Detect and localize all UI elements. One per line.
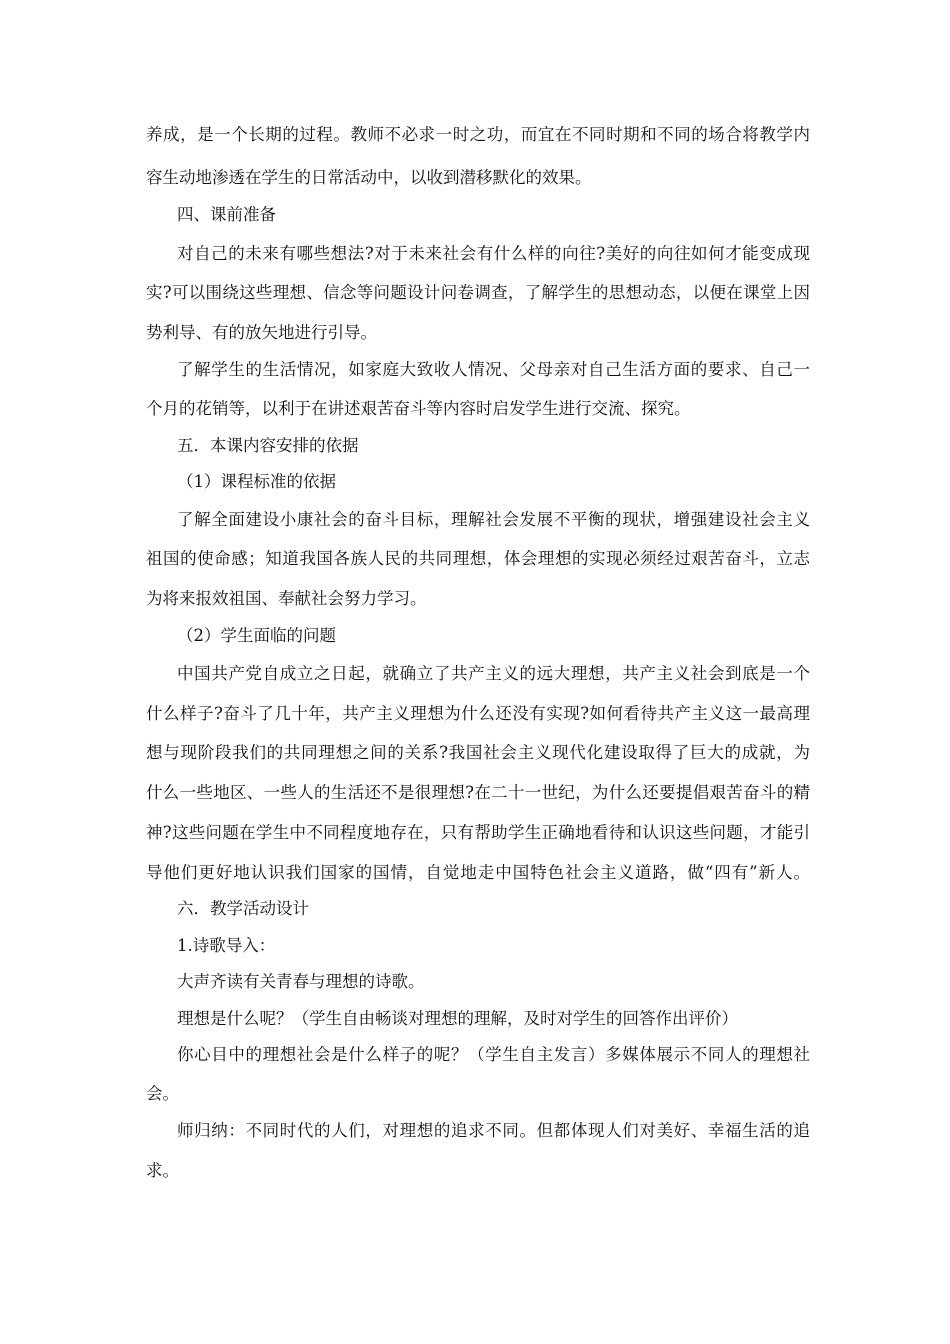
text-line: 会。 (146, 1084, 179, 1103)
text-line: 对自己的未来有哪些想法?对于未来社会有什么样的向往?美好的向往如何才能变成现 (177, 244, 810, 263)
text-line: 为将来报效祖国、奉献社会努力学习。 (146, 589, 427, 608)
text-line: 实?可以围绕这些理想、信念等问题设计问卷调查，了解学生的思想动态，以便在课堂上因 (146, 283, 810, 302)
text-line: 养成，是一个长期的过程。教师不必求一时之功，而宜在不同时期和不同的场合将教学内 (146, 125, 810, 144)
text-line: 什么样子?奋斗了几十年，共产主义理想为什么还没有实现?如何看待共产主义这一最高理 (146, 704, 810, 723)
text-line: 求。 (146, 1161, 179, 1180)
text-line: 师归纳：不同时代的人们，对理想的追求不同。但都体现人们对美好、幸福生活的追 (177, 1121, 810, 1140)
text-line: 你心目中的理想社会是什么样子的呢？（学生自主发言）多媒体展示不同人的理想社 (177, 1045, 810, 1064)
subsection-heading: （2）学生面临的问题 (177, 626, 336, 645)
subsection-heading: 1.诗歌导入： (177, 936, 276, 955)
text-line: 势利导、有的放矢地进行引导。 (146, 323, 377, 342)
text-line: 容生动地渗透在学生的日常活动中，以收到潜移默化的效果。 (146, 168, 592, 187)
section-heading: 五．本课内容安排的依据 (177, 436, 359, 455)
text-line: 了解学生的生活情况，如家庭大致收人情况、父母亲对自己生活方面的要求、自己一 (177, 360, 810, 379)
text-line: 个月的花销等，以利于在讲述艰苦奋斗等内容时启发学生进行交流、探究。 (146, 399, 691, 418)
text-line: 神?这些问题在学生中不同程度地存在，只有帮助学生正确地看待和认识这些问题，才能引 (146, 823, 810, 842)
text-line: 祖国的使命感；知道我国各族人民的共同理想，体会理想的实现必须经过艰苦奋斗，立志 (146, 549, 810, 568)
text-line: 大声齐读有关青春与理想的诗歌。 (177, 972, 425, 991)
text-line: 想与现阶段我们的共同理想之间的关系?我国社会主义现代化建设取得了巨大的成就，为 (146, 743, 810, 762)
text-line: 导他们更好地认识我们国家的国情，自觉地走中国特色社会主义道路，做“四有”新人。 (146, 863, 810, 882)
text-line: 理想是什么呢？（学生自由畅谈对理想的理解，及时对学生的回答作出评价） (177, 1009, 738, 1028)
section-heading: 四、课前准备 (177, 205, 276, 224)
text-line: 中国共产党自成立之日起，就确立了共产主义的远大理想，共产主义社会到底是一个 (177, 664, 810, 683)
section-heading: 六．教学活动设计 (177, 899, 309, 918)
text-line: 了解全面建设小康社会的奋斗目标，理解社会发展不平衡的现状，增强建设社会主义 (177, 510, 810, 529)
text-line: 什么一些地区、一些人的生活还不是很理想?在二十一世纪，为什么还要提倡艰苦奋斗的精 (146, 783, 810, 802)
subsection-heading: （1）课程标准的依据 (177, 472, 336, 491)
